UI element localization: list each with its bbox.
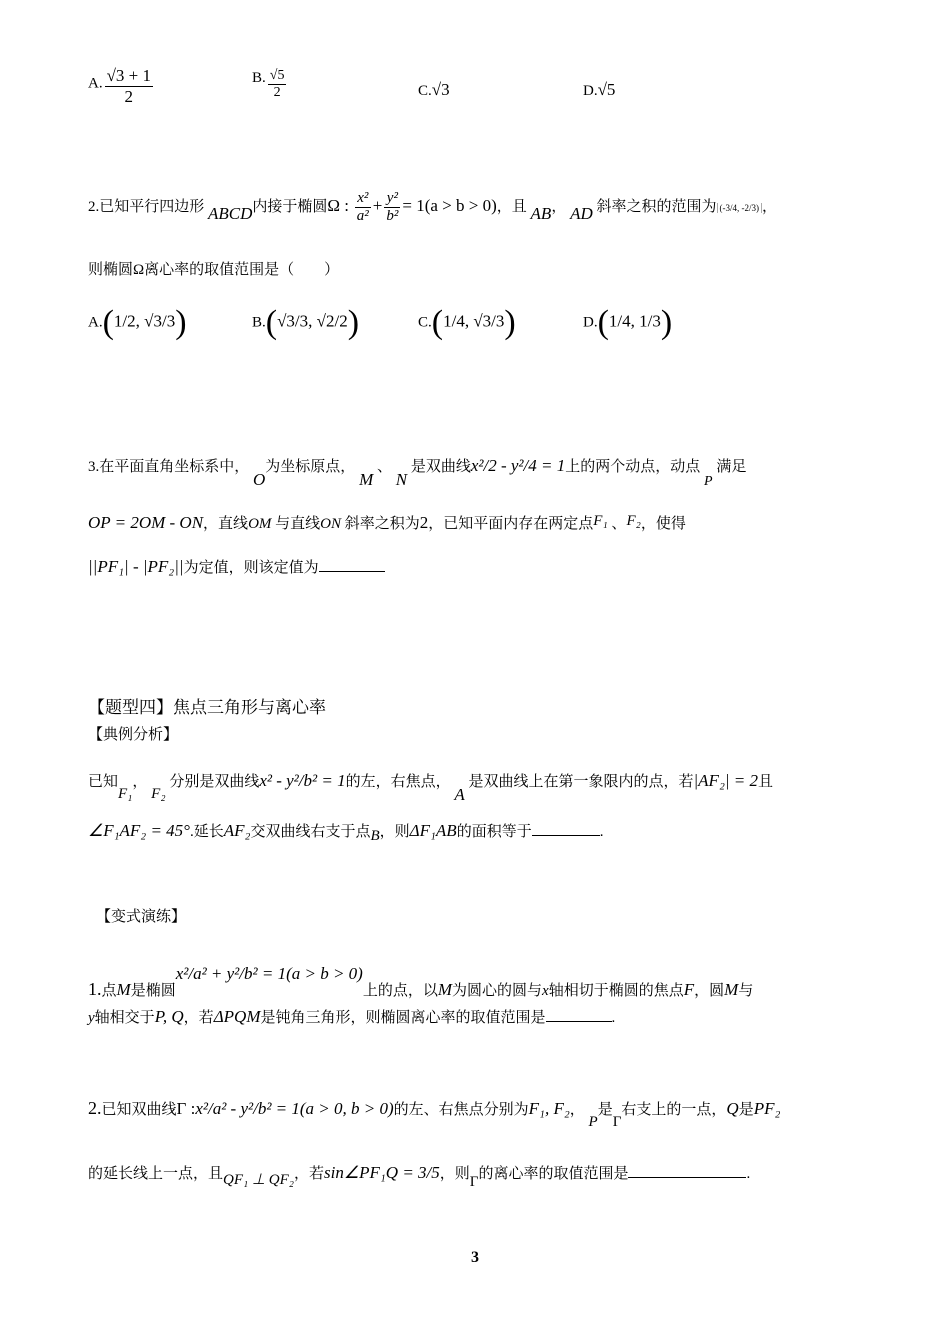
option-label: B. [252, 70, 266, 87]
math-p: P [588, 1114, 598, 1130]
q3-line-1 [88, 455, 746, 490]
q1-option-b[interactable] [252, 68, 288, 101]
variant-2-line-2 [88, 1162, 750, 1191]
text: 是钝角三角形，则椭圆离心率的取值范围是 [260, 1010, 546, 1026]
text: ，若 [183, 1010, 214, 1026]
text: ，若 [294, 1166, 325, 1182]
q2-option-b[interactable]: B.(√3/3, √2/2) [252, 304, 360, 341]
q2-line-1: 2.已知平行四边形 ABCD内接于椭圆Ω : $\frac{\text{x²}}{\text{a²}}$ + $\frac{\text{y²}}{\text{b²}}$ = 1(a > b > 0)，且 AB， AD 斜率之积的范围为 (-3/4, -2/3) ， [88, 190, 778, 225]
text: 已知平行四边形 [99, 199, 205, 216]
fraction-numerator: y² [384, 190, 400, 208]
math-omega: Ω : [327, 196, 350, 216]
text: 为圆心的圆与 [452, 983, 543, 999]
text: ， [569, 1102, 585, 1118]
variant-2-line-1 [88, 1098, 780, 1131]
option-label: A. [88, 75, 103, 92]
option-value: √3 [431, 80, 450, 99]
example-line-1 [88, 770, 773, 805]
math-f1: F₁ [118, 786, 133, 802]
math-abcd: ABCD [208, 204, 253, 224]
text: 斜率之积的范围为 [596, 199, 717, 216]
text: 是双曲线 [410, 459, 471, 475]
math-perpendicular: QF₁ ⊥ QF₂ [223, 1172, 295, 1188]
math-om: OM [248, 516, 272, 532]
text: ，则 [379, 824, 410, 840]
text: . [746, 1166, 751, 1182]
text: 内接于椭圆 [252, 199, 328, 216]
math-hyperbola: x² - y²/b² = 1 [259, 771, 346, 790]
math-y: y [88, 1010, 95, 1026]
text: .延长 [189, 824, 224, 840]
math-m: M [116, 980, 131, 999]
option-value: √2/2 [316, 311, 348, 331]
question-number: 3. [88, 459, 100, 475]
math-b: B [370, 828, 380, 844]
fraction-denominator: b² [386, 208, 399, 225]
text: ，已知平面内存在两定点 [428, 516, 594, 532]
math-f2: F₂ [151, 786, 166, 802]
math-m: M [724, 980, 739, 999]
text: 点 [101, 983, 117, 999]
math-p: P [704, 474, 713, 489]
text: ， [551, 199, 567, 216]
fraction-denominator: 2 [124, 86, 134, 106]
option-label: D. [583, 83, 598, 99]
text: ，使得 [640, 516, 686, 532]
math-m: M [359, 470, 374, 489]
math-pq: P, Q [154, 1007, 184, 1026]
option-value: 1/4 [443, 311, 465, 331]
option-value: √5 [597, 80, 616, 99]
fraction-denominator: 2 [273, 85, 281, 101]
text: ，直线 [203, 516, 249, 532]
text: 分别是双曲线 [169, 774, 260, 790]
text: 轴相交于 [94, 1010, 155, 1026]
q1-option-c[interactable] [418, 80, 450, 100]
text: 轴相切于椭圆的焦点 [548, 983, 684, 999]
text: 已知 [88, 774, 119, 790]
option-value: √3/3 [144, 311, 176, 331]
text: 与直线 [275, 516, 321, 532]
text: 斜率之积为 [344, 516, 420, 532]
math-vector-equation: OP = 2OM - ON [88, 513, 204, 532]
math-abs-difference: ||PF₁| - |PF₂|| [88, 557, 184, 576]
page-number: 3 [471, 1249, 479, 1266]
text: 交双曲线右支于点 [250, 824, 371, 840]
math-triangle: ΔF₁AB [409, 821, 457, 840]
text: 的离心率的取值范围是 [478, 1166, 629, 1182]
math-af2: |AF₂| = 2 [693, 771, 758, 790]
text: 是双曲线上在第一象限内的点，若 [468, 774, 694, 790]
text: ， [132, 774, 148, 790]
question-number: 2. [88, 199, 100, 216]
q2-option-d[interactable]: D.(1/4, 1/3) [583, 304, 673, 341]
math-on: ON [320, 516, 341, 532]
fraction-numerator: x² [355, 190, 371, 208]
math-equation: = 1(a > b > 0) [402, 196, 497, 216]
text: 的左、右焦点分别为 [393, 1102, 529, 1118]
question-number: 2. [88, 1098, 102, 1118]
text: 为坐标原点， [265, 459, 356, 475]
option-value: √3/3 [277, 311, 309, 331]
text: 是 [597, 1102, 613, 1118]
math-angle: ∠F₁AF₂ = 45° [88, 821, 190, 840]
question-number: 1. [88, 979, 102, 999]
answer-blank[interactable] [546, 1021, 612, 1022]
math-o: O [253, 470, 266, 489]
fraction-denominator: a² [356, 208, 369, 225]
fraction-numerator: √3 + 1 [106, 66, 152, 85]
example-heading: 【典例分析】 [88, 727, 179, 743]
text: ，且 [496, 199, 527, 216]
math-foci: F₁, F₂ [528, 1099, 570, 1118]
text: 的延长线上一点，且 [88, 1166, 224, 1182]
math-gamma: Γ [469, 1174, 479, 1190]
text: 在平面直角坐标系中， [99, 459, 250, 475]
answer-blank[interactable] [319, 571, 385, 572]
q3-line-2: OP = 2OM - ON，直线OM 与直线ON 斜率之积为2，已知平面内存在两定点F₁ 、F₂，使得 [88, 513, 686, 532]
q3-line-3 [88, 556, 385, 577]
text: 是椭圆 [130, 983, 176, 999]
text: 已知双曲线 [101, 1102, 177, 1118]
math-two: 2 [419, 513, 429, 532]
variant-1-line-1 [88, 964, 753, 1000]
text: 且 [758, 774, 774, 790]
math-ellipse: x²/a² + y²/b² = 1(a > b > 0) [175, 964, 363, 983]
math-af2: AF₂ [223, 821, 251, 840]
answer-blank[interactable] [628, 1177, 746, 1178]
math-ad: AD [570, 204, 593, 224]
option-label: B. [252, 314, 266, 331]
variant-heading: 【变式演练】 [96, 909, 187, 925]
text: ， [762, 199, 778, 216]
math-q: Q [726, 1099, 739, 1118]
math-sine: sin∠PF₁Q = 3/5 [324, 1163, 440, 1182]
math-a: A [454, 785, 465, 804]
option-value: √3/3 [473, 311, 505, 331]
text: 上的两个动点，动点 [565, 459, 701, 475]
math-gamma: Γ : [176, 1099, 196, 1118]
answer-blank[interactable] [532, 835, 600, 836]
text: . [611, 1010, 616, 1026]
option-label: A. [88, 314, 103, 331]
section-title: 【题型四】焦点三角形与离心率 [88, 698, 326, 717]
option-label: C. [418, 314, 432, 331]
text: ，圆 [694, 983, 725, 999]
text: 、 [376, 459, 392, 475]
math-x: x [542, 983, 549, 999]
text: 上的点，以 [362, 983, 438, 999]
math-slope-range: (-3/4, -2/3) [717, 203, 763, 213]
math-n: N [395, 470, 408, 489]
text: 为定值，则该定值为 [183, 560, 319, 576]
fraction-numerator: √5 [268, 68, 287, 85]
text: 的面积等于 [456, 824, 532, 840]
math-triangle: ΔPQM [213, 1007, 261, 1026]
math-ab: AB [530, 204, 552, 224]
option-label: D. [583, 314, 598, 331]
option-value: 1/4 [608, 311, 631, 331]
text: 的左，右焦点， [345, 774, 451, 790]
q2-option-c[interactable]: C.(1/4, √3/3) [418, 304, 516, 341]
text: ，则 [439, 1166, 470, 1182]
text: 是 [738, 1102, 754, 1118]
q2-line-2: 则椭圆Ω离心率的取值范围是（ ） [88, 262, 340, 278]
option-label: C. [418, 83, 432, 99]
text: 右支上的一点， [621, 1102, 727, 1118]
math-f1: F₁ [593, 513, 608, 529]
math-f: F [683, 980, 695, 999]
text: . [599, 824, 604, 840]
text: 满足 [716, 459, 747, 475]
option-value: 1/3 [639, 311, 661, 331]
q2-option-a[interactable]: A.(1/2, √3/3) [88, 304, 187, 341]
q1-option-d[interactable] [583, 80, 615, 100]
math-m: M [437, 980, 453, 999]
math-gamma: Γ [612, 1114, 622, 1130]
text: 与 [738, 983, 754, 999]
math-pf2: PF₂ [753, 1099, 781, 1118]
example-line-2 [88, 820, 603, 845]
option-value: 1/2 [113, 311, 136, 331]
variant-1-line-2 [88, 1006, 615, 1027]
math-hyperbola: x²/2 - y²/4 = 1 [470, 456, 566, 475]
math-f2: F₂ [626, 513, 641, 529]
math-hyperbola: x²/a² - y²/b² = 1(a > 0, b > 0) [195, 1099, 394, 1118]
q1-option-a[interactable] [88, 66, 155, 106]
